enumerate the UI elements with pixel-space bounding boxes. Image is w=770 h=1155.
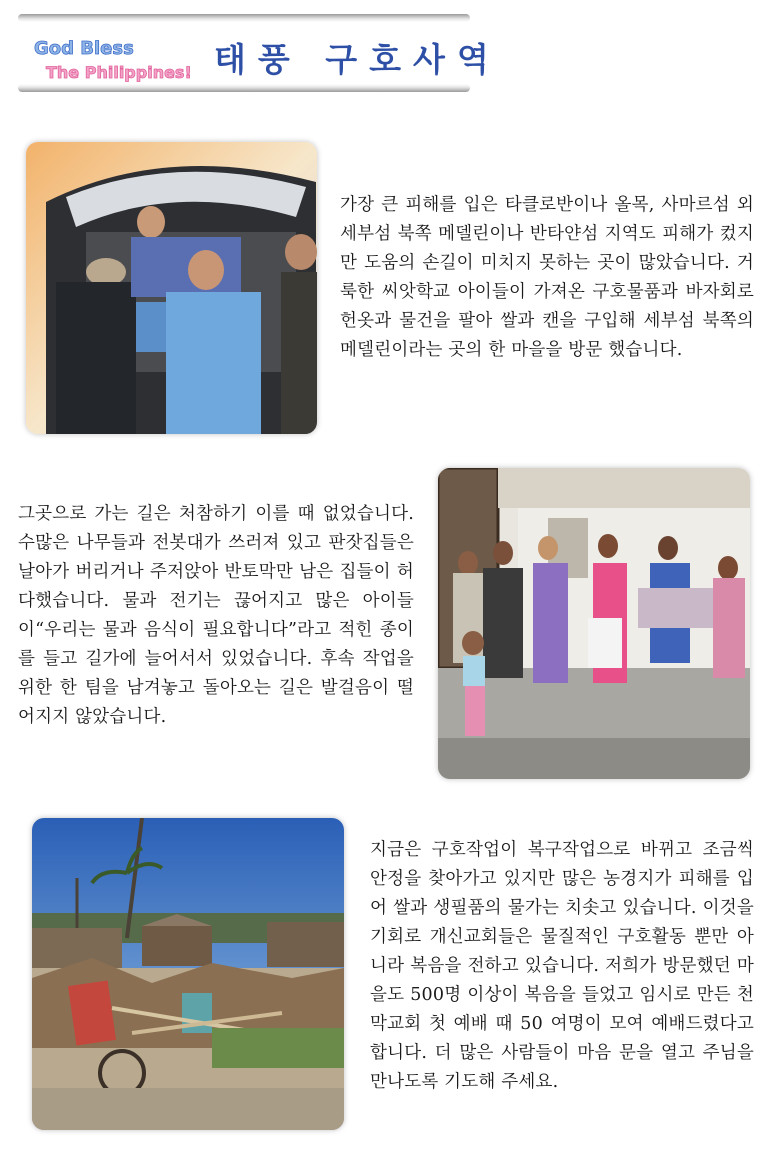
paragraph-1: 가장 큰 피해를 입은 타클로반이나 올목, 사마르섬 외 세부섬 북쪽 메델린이나 반타얀섬 지역도 피해가 컸지만 도움의 손길이 미치지 못하는 곳이 많았습니다. 거룩한 씨앗학교 아이들이 가져온 구호물품과 바자회로 헌옷과 물건을 팔아 쌀과 캔을 구입해 세부섬 북쪽의 메델린이라는 곳의 한 마을을 방문 했습니다. — [340, 195, 754, 360]
relief-goods-photo — [26, 142, 317, 434]
god-bless-philippines-logo — [32, 30, 192, 84]
typhoon-damage-photo — [32, 818, 344, 1130]
page-header — [18, 14, 501, 94]
paragraph-3: 지금은 구호작업이 복구작업으로 바뀌고 조금씩 안정을 찾아가고 있지만 많은 농경지가 피해를 입어 쌀과 생필품의 물가는 치솟고 있습니다. 이것을 기회로 개신교회들은 물질적인 구호활동 뿐만 아니라 복음을 전하고 있습니다. 저희가 방문했던 마을도 500명 이상이 복음을 들었고 임시로 만든 천막교회 첫 예배 때 50 여명이 모여 예배드렸다고 합니다. 더 많은 사람들이 마음 문을 열고 주님을 만나도록 기도해 주세요. — [370, 840, 754, 1092]
header-bottom-rule — [18, 84, 470, 92]
page-title: 태풍 구호사역 — [214, 40, 501, 79]
logo-line1: God Bless — [34, 38, 134, 59]
logo-line2: The Philippines!! — [46, 63, 192, 82]
paragraph-2: 그곳으로 가는 길은 처참하기 이를 때 없었습니다. 수많은 나무들과 전봇대가 쓰러져 있고 판잣집들은 날아가 버리거나 주저앉아 반토막만 남은 집들이 허다했습니다. 물과 전기는 끊어지고 많은 아이들이“우리는 물과 음식이 필요합니다”라고 적힌 종이를 들고 길가에 늘어서서 있었습니다. 후속 작업을 위한 한 팀을 남겨놓고 돌아오는 길은 발걸음이 떨어지지 않았습니다. — [18, 504, 414, 727]
villagers-distribution-photo — [438, 468, 750, 779]
header-top-rule — [18, 14, 470, 22]
